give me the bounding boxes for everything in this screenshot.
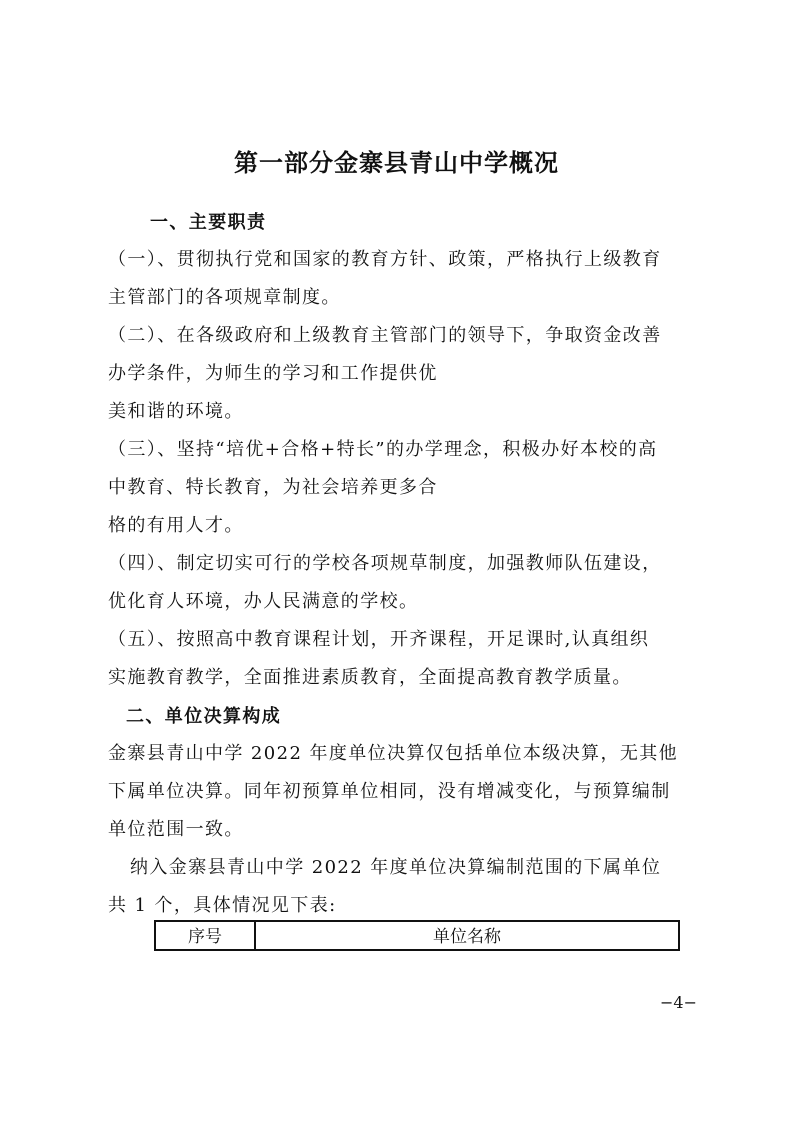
body-line: （五）、按照高中教育课程计划，开齐课程，开足课时,认真组织 [108, 629, 650, 650]
body-line: （一）、贯彻执行党和国家的教育方针、政策，严格执行上级教育 [108, 249, 662, 270]
body-line: （四）、制定切实可行的学校各项规草制度，加强教师队伍建设， [108, 553, 662, 574]
section-heading-structure: 二、单位决算构成 [126, 706, 282, 727]
body-line: 中教育、特长教育，为社会培养更多合 [108, 477, 438, 498]
section-heading-duties: 一、主要职责 [150, 212, 267, 233]
body-line: 优化育人环境，办人民满意的学校。 [108, 591, 419, 612]
units-table [154, 920, 680, 951]
body-line: 共 1 个，具体情况见下表: [108, 895, 337, 916]
body-line: 金寨县青山中学 2022 年度单位决算仅包括单位本级决算，无其他 [108, 743, 679, 764]
page-title: 第一部分金寨县青山中学概况 [234, 148, 559, 177]
page-number: −4− [660, 993, 697, 1012]
body-line: 主管部门的各项规章制度。 [108, 287, 341, 308]
body-line: 办学条件，为师生的学习和工作提供优 [108, 363, 438, 384]
body-line: 实施教育教学，全面推进素质教育，全面提高教育教学质量。 [108, 667, 632, 688]
table-header-index: 序号 [155, 921, 255, 950]
body-line: 下属单位决算。同年初预算单位相同，没有增减变化，与预算编制 [108, 781, 671, 802]
table-header-unit-name: 单位名称 [255, 921, 679, 950]
body-line: （三）、坚持“培优+合格+特长”的办学理念，积极办好本校的高 [108, 439, 658, 460]
body-line: 美和谐的环境。 [108, 401, 244, 422]
body-line: （二）、在各级政府和上级教育主管部门的领导下，争取资金改善 [108, 325, 662, 346]
body-line: 单位范围一致。 [108, 819, 244, 840]
body-line: 纳入金寨县青山中学 2022 年度单位决算编制范围的下属单位 [130, 857, 662, 878]
body-line: 格的有用人才。 [108, 515, 244, 536]
table-header-row [155, 921, 679, 950]
